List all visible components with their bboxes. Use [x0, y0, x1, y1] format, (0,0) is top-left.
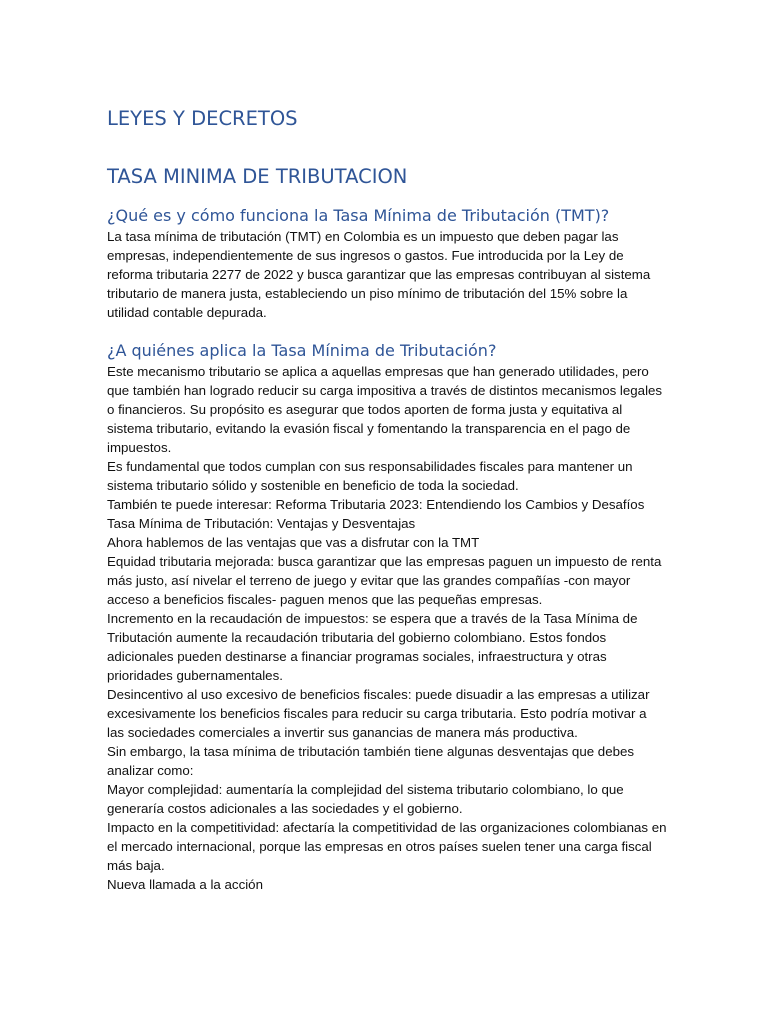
document-subtitle: TASA MINIMA DE TRIBUTACION	[107, 165, 408, 188]
section-heading: ¿Qué es y cómo funciona la Tasa Mínima de Tributación (TMT)?	[107, 206, 610, 225]
paragraph-disadvantage: Mayor complejidad: aumentaría la complejidad del sistema tributario colombiano, lo que generaría costos adicionales a las sociedades y el gobierno.	[107, 782, 624, 816]
paragraph: Sin embargo, la tasa mínima de tributación también tiene algunas desventajas que debes analizar como:	[107, 744, 635, 778]
paragraph-subheading: Tasa Mínima de Tributación: Ventajas y Desventajas	[107, 516, 416, 531]
paragraph-disadvantage: Impacto en la competitividad: afectaría la competitividad de las organizaciones colombianas en el mercado internacional, porque las empresas en otros países suelen tener una carga fiscal más baja.	[107, 820, 667, 873]
paragraph: La tasa mínima de tributación (TMT) en Colombia es un impuesto que deben pagar las empresas, independientemente de sus ingresos o gastos. Fue introducida por la Ley de reforma tributaria 2277 de 2022 y busca garantizar que las empresas contribuyan al sistema tributario de manera justa, estableciendo un piso mínimo de tributación del 15% sobre la utilidad contable depurada.	[107, 229, 651, 320]
paragraph: Es fundamental que todos cumplan con sus responsabilidades fiscales para mantener un sistema tributario sólido y sostenible en beneficio de toda la sociedad.	[107, 459, 633, 493]
document-body	[107, 106, 667, 894]
section-heading: ¿A quiénes aplica la Tasa Mínima de Tributación?	[107, 341, 497, 360]
paragraph-advantage: Equidad tributaria mejorada: busca garantizar que las empresas paguen un impuesto de renta más justo, así nivelar el terreno de juego y evitar que las grandes compañías -con mayor acceso a beneficios fiscales- paguen menos que las pequeñas empresas.	[107, 554, 662, 607]
section-what-is-tmt	[107, 205, 667, 322]
paragraph-related-link: También te puede interesar: Reforma Tributaria 2023: Entendiendo los Cambios y Desafíos	[107, 497, 645, 512]
paragraph-advantage: Incremento en la recaudación de impuestos: se espera que a través de la Tasa Mínima de Tributación aumente la recaudación tributaria del gobierno colombiano. Estos fondos adicionales pueden destinarse a financiar programas sociales, infraestructura y otras prioridades gubernamentales.	[107, 611, 638, 683]
paragraph-advantage: Desincentivo al uso excesivo de beneficios fiscales: puede disuadir a las empresas a utilizar excesivamente los beneficios fiscales para reducir su carga tributaria. Esto podría motivar a las sociedades comerciales a invertir sus ganancias de manera más productiva.	[107, 687, 650, 740]
paragraph: Este mecanismo tributario se aplica a aquellas empresas que han generado utilidades, pero que también han logrado reducir su carga impositiva a través de distintos mecanismos legales o financieros. Su propósito es asegurar que todos aporten de forma justa y equitativa al sistema tributario, evitando la evasión fiscal y fomentando la transparencia en el pago de impuestos.	[107, 364, 663, 455]
paragraph-call-to-action: Nueva llamada a la acción	[107, 877, 263, 892]
section-spacer	[107, 322, 667, 340]
document-title: LEYES Y DECRETOS	[107, 107, 298, 130]
section-who-applies	[107, 340, 667, 894]
paragraph: Ahora hablemos de las ventajas que vas a disfrutar con la TMT	[107, 535, 480, 550]
